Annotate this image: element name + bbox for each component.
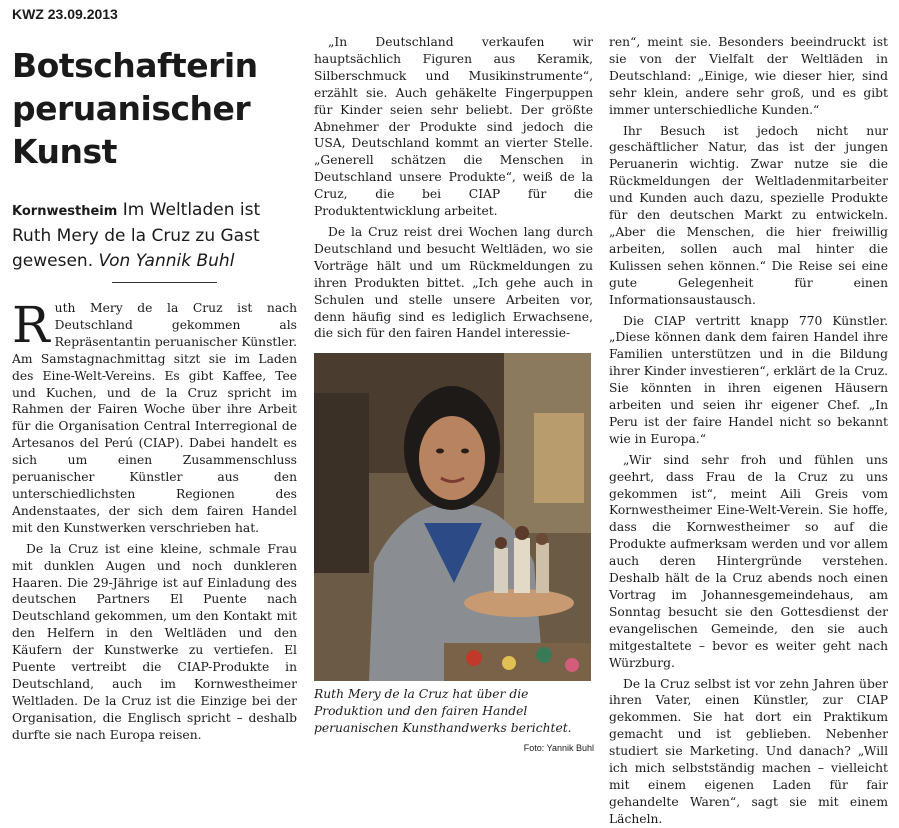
article-column-1 bbox=[12, 296, 297, 744]
column1-paragraph-2: De la Cruz ist eine kleine, schmale Frau mit dunklen Augen und noch dunkleren Haaren. Die 29-Jährige ist auf Einladung des deutschen Partners El Puente nach Deutschland gekommen, um den Kontakt mit den Helfern in den Weltläden und den Käufern der Kunstwerke zu vertiefen. El Puente vertreibt die CIAP-Produkte in Deutschland, auch im Kornwestheimer Weltladen. De la Cruz ist die Einzige bei der Organisation, die Englisch spricht – deshalb durfte sie nach Europa reisen. bbox=[12, 541, 297, 742]
column3-paragraph-3: Die CIAP vertritt knapp 770 Künstler. „Diese können dank dem fairen Handel ihre Familien unterstützen und in die Bildung ihrer Kinder investieren“, erklärt de la Cruz. Sie könnten in ihren eigenen Häusern arbeiten und seien ihr eigener Chef. „In Peru ist der faire Handel nicht so bekannt wie in Europa.“ bbox=[609, 313, 888, 446]
column1-paragraph-1: uth Mery de la Cruz ist nach Deutschland gekommen als Repräsentantin peruanischer Künstler. Am Samstagnachmittag sitzt sie im Laden des Eine-Welt-Vereins. Es gibt Kaffee, Tee und Kuchen, und de la Cruz spricht im Rahmen der Fairen Woche über ihre Arbeit für die Organisation Central Interregional de Artesanos del Perú (CIAP). Dabei handelt es sich um einen Zusammenschluss peruanischer Künstler aus den unterschiedlichsten Regionen des Andenstaates, der sich dem fairen Handel mit den Kunstwerken verschrieben hat. bbox=[12, 301, 297, 535]
article-photo bbox=[314, 353, 591, 681]
article-headline: Botschafterin peruanischer Kunst bbox=[12, 46, 258, 171]
photo-caption bbox=[314, 686, 594, 757]
column3-paragraph-5: De la Cruz selbst ist vor zehn Jahren über ihren Vater, einen Künstler, zur CIAP gekommen. Sie hat dort ein Praktikum gemacht und ist geblieben. Nebenher studiert sie Marketing. Und danach? „Will ich mich selbstständig machen – vielleicht mit einem eigenen Laden für fair gehandelte Waren“, sagt sie mit einem Lächeln. bbox=[609, 676, 888, 826]
newspaper-source-label: KWZ 23.09.2013 bbox=[12, 6, 118, 22]
lead-place: Kornwestheim bbox=[12, 204, 118, 219]
column3-paragraph-2: Ihr Besuch ist jedoch nicht nur geschäftlicher Natur, das ist der jungen Peruanerin wichtig. Zwar nutze sie die Rückmeldungen der Weltladenmitarbeiter und Kunden auch dazu, spezielle Produkte für den deutschen Markt zu entwickeln. „Aber die Menschen, die hier freiwillig arbeiten, sollen auch mal hinter die Kulissen sehen können.“ Die Reise sei eine gute Gelegenheit für einen Informationsaustausch. bbox=[609, 123, 888, 307]
column2-paragraph-1: „In Deutschland verkaufen wir hauptsächlich Figuren aus Keramik, Silberschmuck und Musikinstrumente“, erzählt sie. Auch gehäkelte Fingerpuppen für Kinder seien sehr beliebt. Der größte Abnehmer der Produkte sind jedoch die USA, Deutschland kommt an vierter Stelle. „Generell schätzen die Menschen in Deutschland unsere Produkte“, weiß de la Cruz, die bei CIAP für die Produktentwicklung arbeitet. bbox=[314, 35, 593, 219]
drop-cap: R bbox=[12, 296, 50, 354]
column3-paragraph-1: ren“, meint sie. Besonders beeindruckt ist sie von der Vielfalt der Weltläden in Deutschland: „Einige, wie dieser hier, sind sehr klein, andere sehr groß, und es gibt immer unterschiedliche Kunden.“ bbox=[609, 35, 888, 117]
column3-paragraph-4: „Wir sind sehr froh und fühlen uns geehrt, dass Frau de la Cruz zu uns gekommen ist“, meint Aili Greis vom Kornwestheimer Eine-Welt-Verein. Sie hoffe, dass die Kornwestheimer so auf die Produkte aufmerksam werden und vor allem auch deren Hintergründe verstehen. Deshalb hält de la Cruz abends noch einen Vortrag im Johannesgemeindehaus, am Sonntag besucht sie den Gottesdienst der evangelischen Gemeinde, den sie auch mitgestaltete – bevor es weiter geht nach Würzburg. bbox=[609, 452, 888, 670]
article-lead bbox=[12, 198, 297, 274]
lead-author: Von Yannik Buhl bbox=[98, 251, 235, 271]
lead-text: Im Weltladen ist Ruth Mery de la Cruz zu Gast gewesen. bbox=[12, 200, 261, 271]
caption-text: Ruth Mery de la Cruz hat über die Produktion und den fairen Handel peruanischen Kunsthandwerks berichtet. bbox=[314, 687, 572, 735]
photo-credit: Foto: Yannik Buhl bbox=[523, 743, 594, 753]
portrait-photo-illustration bbox=[314, 353, 591, 681]
article-column-3 bbox=[609, 34, 888, 828]
article-column-2 bbox=[314, 34, 593, 342]
column2-paragraph-2: De la Cruz reist drei Wochen lang durch Deutschland und besucht Weltläden, wo sie Vorträge hält und um Rückmeldungen zu ihren Produkten bittet. „Ich gehe auch in Schulen und stelle unsere Arbeiten vor, denn häufig sind es lediglich Erwachsene, die sich für den fairen Handel interessie- bbox=[314, 224, 593, 341]
lead-divider bbox=[112, 282, 217, 283]
